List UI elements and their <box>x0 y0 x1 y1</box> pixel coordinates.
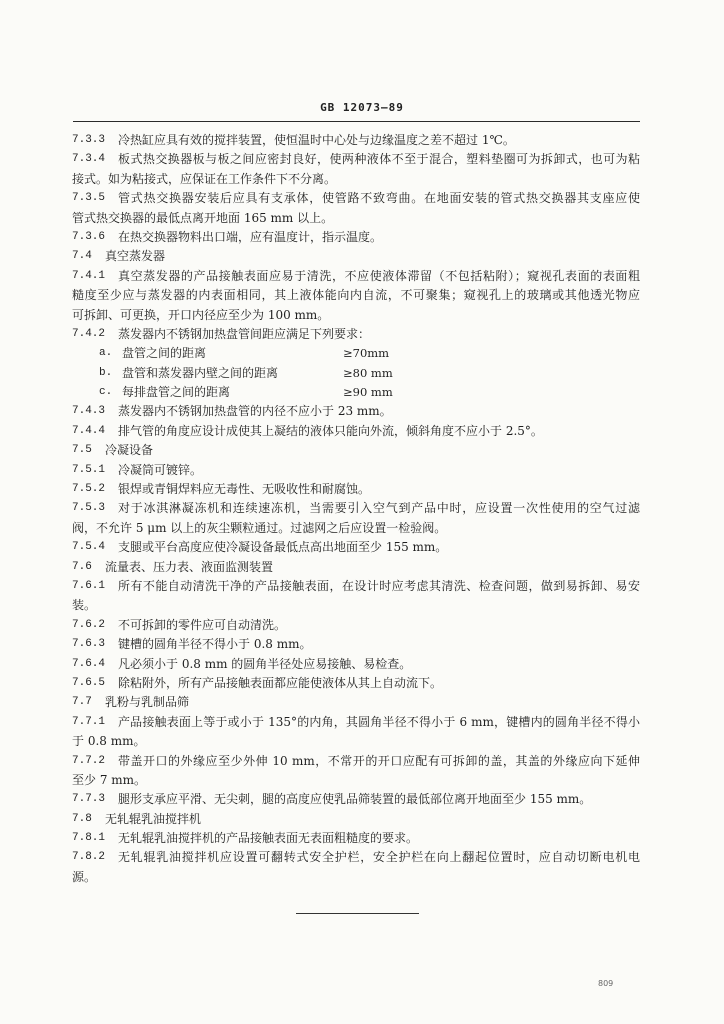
clause-text: 带盖开口的外缘应至少外伸 10 mm，不常开的开口应配有可拆卸的盖，其盖的外缘应向下延伸 <box>118 753 640 768</box>
clause-number: 7.3.3 <box>72 134 106 146</box>
clause-text: 产品接触表面上等于或小于 135°的内角，其圆角半径不得小于 6 mm，键槽内的圆角半径不得小 <box>118 714 640 729</box>
clause-text: 在热交换器物料出口端，应有温度计，指示温度。 <box>118 229 383 244</box>
clause-7-3-6 <box>72 228 640 247</box>
section-heading-7-7 <box>72 693 640 712</box>
clause-text: 管式热交换器的最低点离开地面 165 mm 以上。 <box>72 210 334 225</box>
clause-number: 7.6.5 <box>72 676 106 689</box>
section-number: 7.4 <box>72 250 92 263</box>
clause-text: 装。 <box>72 598 97 613</box>
clause-7-4-3 <box>72 402 640 421</box>
list-item-text: 每排盘管之间的距离 <box>122 385 231 400</box>
header-rule <box>73 121 640 122</box>
clause-text: 源。 <box>72 869 97 884</box>
clause-7-3-4 <box>72 150 640 169</box>
clause-7-6-3 <box>72 635 640 654</box>
list-item <box>72 364 640 383</box>
clause-7-5-3 <box>72 499 640 518</box>
clause-text: 腿形支承应平滑、无尖刺，腿的高度应使乳品筛装置的最低部位离开地面至少 155 mm。 <box>118 792 592 807</box>
clause-text: 蒸发器内不锈钢加热盘管的内径不应小于 23 mm。 <box>118 404 392 419</box>
clause-text: 糙度至少应与蒸发器的内表面相同，其上液体能向内自流，不可聚集；窥视孔上的玻璃或其他透光物应 <box>72 288 640 303</box>
section-title: 流量表、压力表、液面监测装置 <box>105 559 274 574</box>
section-number: 7.7 <box>72 696 92 709</box>
clause-number: 7.5.3 <box>72 502 106 515</box>
section-heading-7-6 <box>72 558 640 577</box>
clause-text: 接式。如为粘接式，应保证在工作条件下不分离。 <box>72 171 337 186</box>
clause-text: 于 0.8 mm。 <box>72 734 146 749</box>
clause-7-7-2-continuation <box>72 771 640 790</box>
clause-text: 键槽的圆角半径不得小于 0.8 mm。 <box>118 637 312 652</box>
clause-number: 7.4.1 <box>72 269 106 282</box>
section-title: 无轧辊乳油搅拌机 <box>105 811 202 826</box>
clause-text: 不可拆卸的零件应可自动清洗。 <box>118 617 287 632</box>
clause-7-7-3 <box>72 790 640 809</box>
clause-7-6-1 <box>72 577 640 596</box>
clause-7-5-3-continuation <box>72 519 640 538</box>
clause-number: 7.8.2 <box>72 851 106 864</box>
clause-7-3-4-continuation <box>72 170 640 189</box>
list-item-text: 盘管之间的距离 <box>122 346 207 361</box>
clause-text: 真空蒸发器的产品接触表面应易于清洗，不应使液体滞留（不包括粘附）；窥视孔表面的表面粗 <box>118 268 640 283</box>
clause-7-3-5 <box>72 189 640 208</box>
clause-7-7-1 <box>72 713 640 732</box>
list-item <box>72 344 640 363</box>
clause-7-4-1-continuation <box>72 286 640 305</box>
clause-number: 7.5.4 <box>72 541 106 554</box>
list-item-label: a. <box>99 347 113 360</box>
section-number: 7.6 <box>72 560 92 573</box>
clause-7-4-2 <box>72 325 640 344</box>
clause-7-8-2 <box>72 848 640 867</box>
clause-text: 冷凝筒可镀锌。 <box>118 462 203 477</box>
clause-number: 7.4.4 <box>72 424 106 437</box>
clause-text: 至少 7 mm。 <box>72 772 147 787</box>
clause-text: 银焊或青铜焊料应无毒性、无吸收性和耐腐蚀。 <box>118 482 371 497</box>
clause-text: 除粘附外，所有产品接触表面都应能使液体从其上自动流下。 <box>118 675 443 690</box>
clause-7-8-1 <box>72 829 640 848</box>
clause-number: 7.3.4 <box>72 153 106 166</box>
section-title: 冷凝设备 <box>105 443 154 458</box>
clause-7-6-4 <box>72 655 640 674</box>
clause-text: 可拆卸、可更换，开口内径应至少为 100 mm。 <box>72 307 330 322</box>
clause-text: 所有不能自动清洗干净的产品接触表面，在设计时应考虑其清洗、检查问题，做到易拆卸、易安 <box>118 578 640 593</box>
running-header: GB 12073—89 <box>320 101 404 114</box>
clause-number: 7.7.1 <box>72 715 106 728</box>
list-item-text: 盘管和蒸发器内壁之间的距离 <box>122 365 279 380</box>
clause-number: 7.4.3 <box>72 405 106 418</box>
clause-7-4-1 <box>72 267 640 286</box>
clause-7-8-2-continuation <box>72 868 640 887</box>
clause-text: 蒸发器内不锈钢加热盘管间距应满足下列要求： <box>118 326 371 341</box>
clause-7-4-4 <box>72 422 640 441</box>
clause-7-3-3 <box>72 131 640 150</box>
clause-text: 排气管的角度应设计成使其上凝结的液体只能向外流，倾斜角度不应小于 2.5°。 <box>118 423 543 438</box>
clause-number: 7.3.5 <box>72 192 106 205</box>
section-title: 乳粉与乳制品筛 <box>105 695 190 710</box>
section-number: 7.5 <box>72 444 92 457</box>
end-of-section-rule <box>296 913 419 914</box>
clause-number: 7.6.4 <box>72 657 106 670</box>
clause-7-5-1 <box>72 461 640 480</box>
clause-7-5-2 <box>72 480 640 499</box>
clause-number: 7.8.1 <box>72 832 106 845</box>
clause-number: 7.3.6 <box>72 230 106 243</box>
clause-number: 7.4.2 <box>72 327 106 340</box>
clause-number: 7.6.3 <box>72 638 106 651</box>
clause-text: 无轧辊乳油搅拌机应设置可翻转式安全护栏，安全护栏在向上翻起位置时，应自动切断电机电 <box>118 850 640 865</box>
clause-text: 管式热交换器安装后应具有支承体，使管路不致弯曲。在地面安装的管式热交换器其支座应使 <box>118 191 640 206</box>
clause-number: 7.6.1 <box>72 579 106 592</box>
clause-7-4-1-continuation <box>72 306 640 325</box>
clause-text: 支腿或平台高度应使冷凝设备最低点高出地面至少 155 mm。 <box>118 540 448 555</box>
section-title: 真空蒸发器 <box>105 249 166 264</box>
clause-text: 冷热缸应具有效的搅拌装置，使恒温时中心处与边缘温度之差不超过 1℃。 <box>118 133 515 147</box>
clause-7-6-1-continuation <box>72 596 640 615</box>
section-heading-7-8 <box>72 810 640 829</box>
clause-number: 7.7.3 <box>72 793 106 806</box>
clause-number: 7.6.2 <box>72 618 106 631</box>
list-item-label: c. <box>99 386 113 399</box>
clause-text: 无轧辊乳油搅拌机的产品接触表面无表面粗糙度的要求。 <box>118 831 419 846</box>
list-item-value: ≥70mm <box>343 346 390 361</box>
clause-text: 对于冰淇淋凝冻机和连续速冻机，当需要引入空气到产品中时，应设置一次性使用的空气过滤 <box>118 501 640 516</box>
section-number: 7.8 <box>72 812 92 825</box>
clause-number: 7.7.2 <box>72 754 106 767</box>
clause-7-6-2 <box>72 616 640 635</box>
section-heading-7-4 <box>72 247 640 266</box>
clause-number: 7.5.2 <box>72 483 106 496</box>
document-body <box>72 131 640 887</box>
clause-text: 凡必须小于 0.8 mm 的圆角半径处应易接触、易检查。 <box>118 656 412 671</box>
clause-text: 板式热交换器板与板之间应密封良好，使两种液体不至于混合，塑料垫圈可为拆卸式，也可为粘 <box>118 152 640 167</box>
clause-number: 7.5.1 <box>72 463 106 476</box>
clause-7-3-5-continuation <box>72 209 640 228</box>
clause-7-7-2 <box>72 752 640 771</box>
list-item-label: b. <box>99 366 113 379</box>
list-item <box>72 383 640 402</box>
list-item-value: ≥80 mm <box>343 365 393 380</box>
clause-text: 阀，不允许 5 μm 以上的灰尘颗粒通过。过滤网之后应设置一检验阀。 <box>72 520 447 535</box>
clause-7-7-1-continuation <box>72 732 640 751</box>
clause-7-6-5 <box>72 674 640 693</box>
clause-7-5-4 <box>72 538 640 557</box>
list-item-value: ≥90 mm <box>343 385 393 400</box>
section-heading-7-5 <box>72 441 640 460</box>
page-number: 809 <box>598 979 614 988</box>
